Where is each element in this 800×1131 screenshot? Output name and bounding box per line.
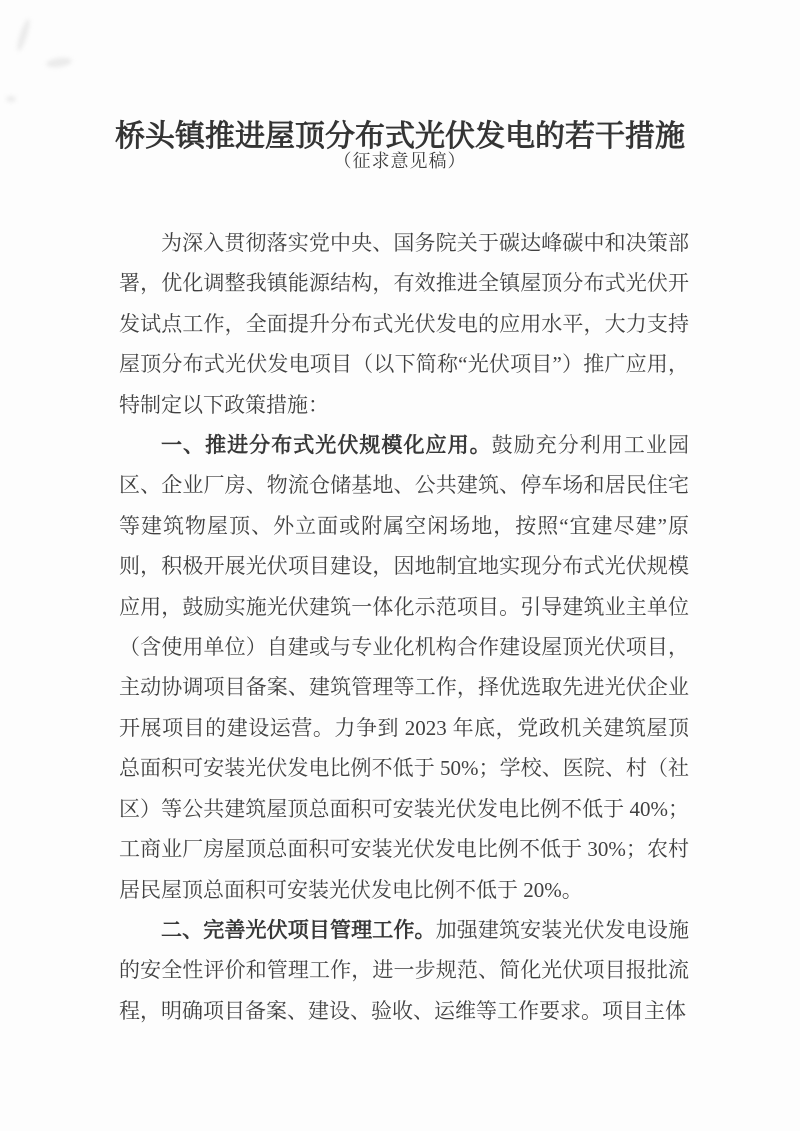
paragraph-section-2	[119, 910, 689, 1031]
scan-artifact	[15, 18, 32, 52]
document-title: 桥头镇推进屋顶分布式光伏发电的若干措施	[115, 120, 685, 154]
paragraph-section-2-lead: 二、完善光伏项目管理工作。	[161, 917, 436, 942]
document-subtitle: （征求意见稿）	[333, 151, 467, 171]
document-body	[119, 223, 689, 1031]
scan-artifact	[46, 56, 73, 69]
paragraph-section-1	[119, 425, 689, 910]
paragraph-section-1-text: 鼓励充分利用工业园区、企业厂房、物流仓储基地、公共建筑、停车场和居民住宅等建筑物屋顶、外立面或附属空闲场地，按照“宜建尽建”原则，积极开展光伏项目建设，因地制宜地实现分布式光伏规模应用，鼓励实施光伏建筑一体化示范项目。引导建筑业主单位（含使用单位）自建或与专业化机构合作建设屋顶光伏项目，主动协调项目备案、建筑管理等工作，择优选取先进光伏企业开展项目的建设运营。力争到 2023 年底，党政机关建筑屋顶总面积可安装光伏发电比例不低于 50%；学校、医院、村（社区）等公共建筑屋顶总面积可安装光伏发电比例不低于 40%；工商业厂房屋顶总面积可安装光伏发电比例不低于 30%；农村居民屋顶总面积可安装光伏发电比例不低于 20%。	[119, 433, 690, 902]
scan-artifact	[6, 96, 16, 102]
paragraph-intro	[119, 223, 689, 425]
paragraph-intro-text: 为深入贯彻落实党中央、国务院关于碳达峰碳中和决策部署，优化调整我镇能源结构，有效推进全镇屋顶分布式光伏开发试点工作，全面提升分布式光伏发电的应用水平，大力支持屋顶分布式光伏发电项目（以下简称“光伏项目”）推广应用，特制定以下政策措施：	[119, 231, 689, 417]
paragraph-section-1-lead: 一、推进分布式光伏规模化应用。	[161, 433, 492, 458]
paragraph-section-2-text: 加强建筑安装光伏发电设施的安全性评价和管理工作，进一步规范、简化光伏项目报批流程，明确项目备案、建设、验收、运维等工作要求。项目主体	[119, 917, 689, 1023]
